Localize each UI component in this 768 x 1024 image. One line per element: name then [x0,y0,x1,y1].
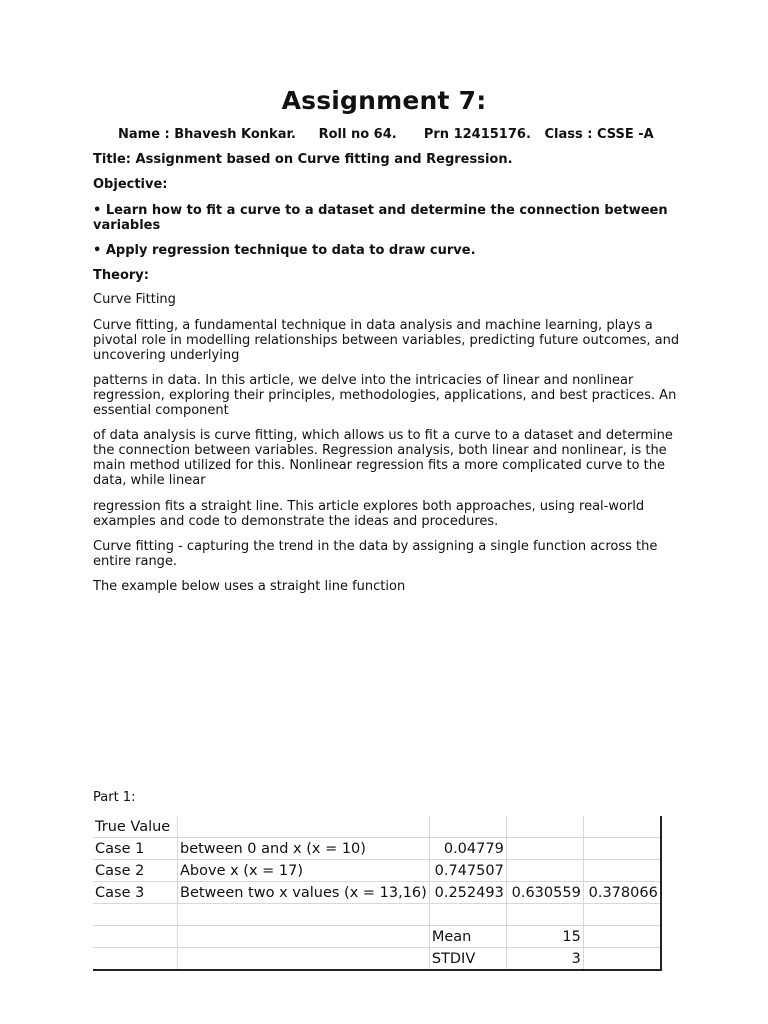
part-label: Part 1: [93,790,136,805]
theory-paragraph-1: Curve fitting, a fundamental technique in data analysis and machine learning, plays a pivotal role in modelling relationships between variables, predicting future outcomes, and uncovering underlying [93,318,680,363]
objective-bullet-1: • Learn how to fit a curve to a dataset and determine the connection between variables [93,203,668,233]
theory-paragraph-5: Curve fitting - capturing the trend in the data by assigning a single function across the entire range. [93,539,658,569]
table-cell: between 0 and x (x = 10) [178,838,430,860]
theory-paragraph-2: patterns in data. In this article, we delve into the intricacies of linear and nonlinear regression, exploring their principles, methodologies, applications, and best practices. An essential component [93,373,677,418]
table-cell [93,926,178,948]
table-cell: Mean [429,926,506,948]
objective-heading: Objective: [93,177,168,192]
table-cell: Case 3 [93,882,178,904]
table-cell [429,816,506,838]
table-cell [178,948,430,971]
table-cell: 3 [506,948,583,971]
table-cell: Case 2 [93,860,178,882]
table-cell [583,948,661,971]
table-cell [583,816,661,838]
table-cell [583,926,661,948]
table-cell: Between two x values (x = 13,16) [178,882,430,904]
table-cell: 0.04779 [429,838,506,860]
table-cell: 0.252493 [429,882,506,904]
table-row [93,882,661,904]
table-cell [583,860,661,882]
table-row [93,816,661,838]
table-row [93,860,661,882]
table-row [93,904,661,926]
table-cell [178,904,430,926]
theory-heading: Theory: [93,268,149,283]
student-info-line: Name : Bhavesh Konkar. Roll no 64. Prn 12415176. Class : CSSE -A [118,127,654,142]
curve-fitting-heading: Curve Fitting [93,292,176,307]
theory-paragraph-6: The example below uses a straight line function [93,579,406,594]
table-cell [506,860,583,882]
table-row [93,926,661,948]
table-cell [429,904,506,926]
table-cell [93,904,178,926]
table-cell [583,904,661,926]
table-cell [93,948,178,971]
table-cell: 0.747507 [429,860,506,882]
table-cell: 15 [506,926,583,948]
table-cell: Case 1 [93,838,178,860]
table-cell: Above x (x = 17) [178,860,430,882]
table-row [93,948,661,971]
theory-paragraph-3: of data analysis is curve fitting, which allows us to fit a curve to a dataset and determine the connection between variables. Regression analysis, both linear and nonlinear, is the main method utilized for this. Nonlinear regression fits a more complicated curve to the data, while linear [93,428,673,488]
title-line: Title: Assignment based on Curve fitting and Regression. [93,152,513,167]
objective-bullet-2: • Apply regression technique to data to draw curve. [93,243,476,258]
table-cell [178,926,430,948]
table-cell: True Value [93,816,178,838]
table-cell [583,838,661,860]
assignment-title: Assignment 7: [281,86,487,115]
table-cell: 0.378066 [583,882,661,904]
theory-paragraph-4: regression fits a straight line. This article explores both approaches, using real-world examples and code to demonstrate the ideas and procedures. [93,499,645,529]
results-table [93,816,662,971]
table-cell: 0.630559 [506,882,583,904]
table-cell [506,904,583,926]
table-cell [506,838,583,860]
table-cell [178,816,430,838]
table-cell [506,816,583,838]
table-cell: STDIV [429,948,506,971]
table-row [93,838,661,860]
